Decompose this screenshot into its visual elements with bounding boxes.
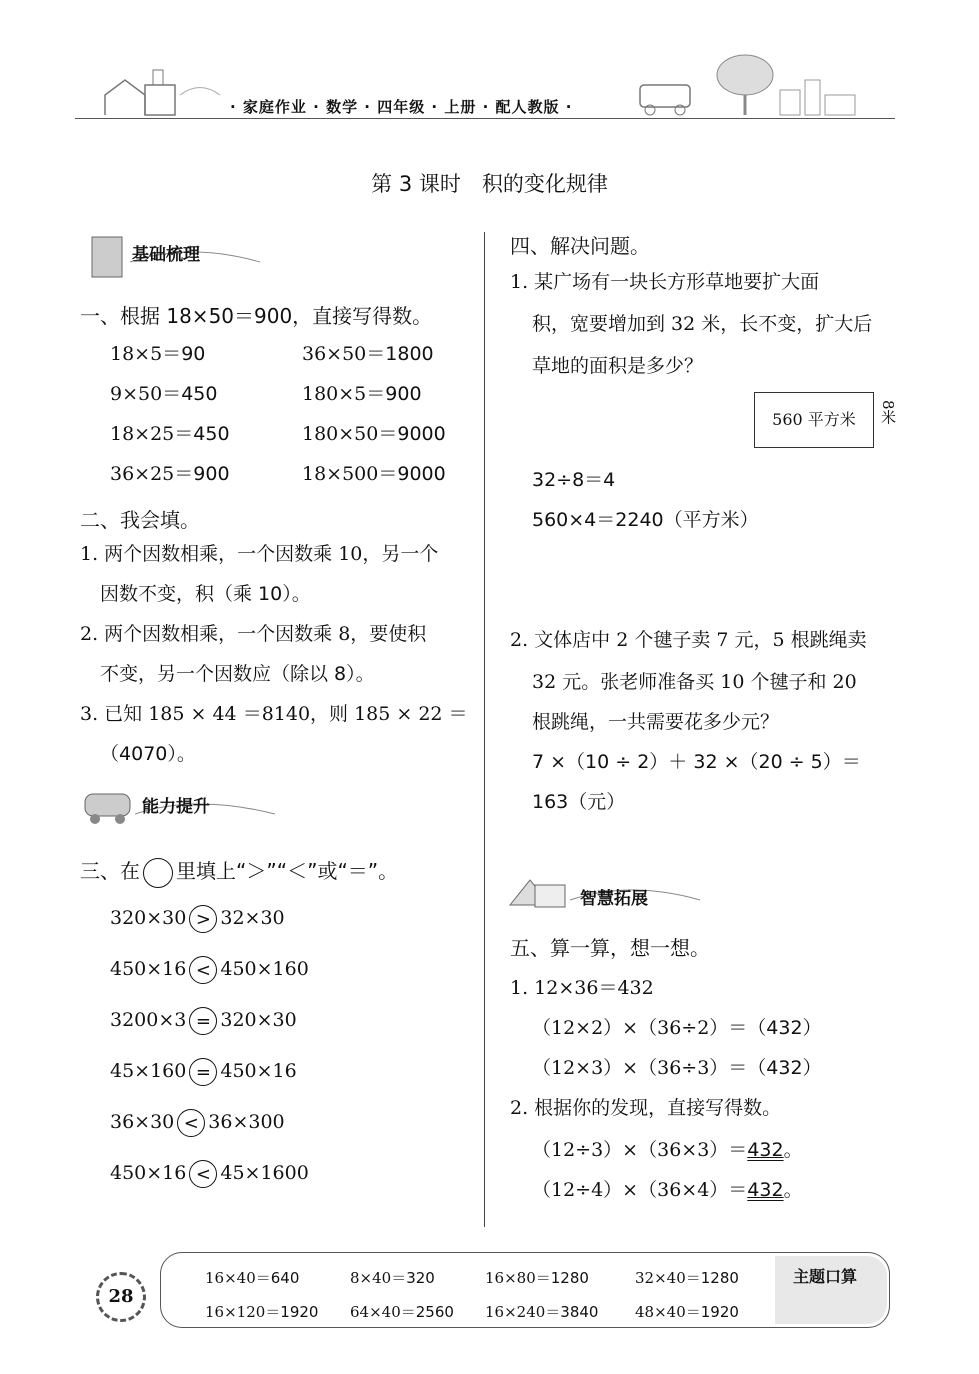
badge-ability-label: 能力提升 <box>142 797 210 817</box>
s1-item: 18×5＝90 <box>110 343 206 365</box>
compare-row: 45×160 = 450×16 <box>110 1058 297 1086</box>
s1-item: 36×50＝1800 <box>302 343 434 365</box>
car-tree-illustration <box>620 50 890 120</box>
compare-row: 320×30 > 32×30 <box>110 905 285 933</box>
s4-p2-line3: 根跳绳，一共需要花多少元？ <box>532 711 780 733</box>
lawn-rectangle: 560 平方米 <box>754 392 874 448</box>
header-text: · 家庭作业 · 数学 · 四年级 · 上册 · 配人教版 · <box>230 98 573 116</box>
empty-circle-icon <box>143 858 173 888</box>
compare-row: 450×16 < 450×160 <box>110 956 309 984</box>
s5-row2: （12×3）×（36÷3）＝（432） <box>532 1057 822 1079</box>
s4-p1-line1: 1. 某广场有一块长方形草地要扩大面 <box>510 271 820 293</box>
s5-q2: 2. 根据你的发现，直接写得数。 <box>510 1097 782 1119</box>
s5-heading: 五、算一算，想一想。 <box>510 936 710 960</box>
s5-q1: 1. 12×36＝432 <box>510 977 654 999</box>
oral-item: 8×40＝320 <box>350 1269 435 1287</box>
s2-q1-line2: 因数不变，积（乘 10）。 <box>100 583 311 605</box>
badge-basic-label: 基础梳理 <box>132 245 200 265</box>
badge-basic <box>90 232 270 272</box>
s1-item: 18×500＝9000 <box>302 463 446 485</box>
badge-wisdom-label: 智慧拓展 <box>580 889 648 909</box>
oral-item: 64×40＝2560 <box>350 1303 454 1321</box>
s4-p1-line3: 草地的面积是多少？ <box>532 355 704 377</box>
header-rule <box>75 118 895 119</box>
s4-p2-answer2: 163（元） <box>532 791 626 813</box>
s4-p1-answer1: 32÷8＝4 <box>532 469 616 491</box>
compare-row: 450×16 < 45×1600 <box>110 1160 309 1188</box>
s4-p2-line2: 32 元。张老师准备买 10 个毽子和 20 <box>532 671 857 693</box>
s1-item: 9×50＝450 <box>110 383 218 405</box>
compare-row: 3200×3 = 320×30 <box>110 1007 297 1035</box>
s5-row4: （12÷4）×（36×4）＝432。 <box>532 1179 803 1201</box>
oral-item: 32×40＝1280 <box>635 1269 739 1287</box>
s3-heading: 三、在 里填上“＞”“＜”或“＝”。 <box>80 855 398 888</box>
oral-item: 16×80＝1280 <box>485 1269 589 1287</box>
s2-heading: 二、我会填。 <box>80 508 200 532</box>
s1-item: 18×25＝450 <box>110 423 230 445</box>
page-title: 第 3 课时 积的变化规律 <box>371 172 608 196</box>
s1-item: 36×25＝900 <box>110 463 230 485</box>
s1-item: 180×50＝9000 <box>302 423 446 445</box>
badge-wisdom <box>505 870 705 910</box>
s4-p2-line1: 2. 文体店中 2 个毽子卖 7 元，5 根跳绳卖 <box>510 629 867 651</box>
s2-q2-line1: 2. 两个因数相乘，一个因数乘 8，要使积 <box>80 623 427 645</box>
house-illustration <box>95 65 225 120</box>
oral-item: 16×120＝1920 <box>205 1303 319 1321</box>
oral-item: 16×240＝3840 <box>485 1303 599 1321</box>
s4-heading: 四、解决问题。 <box>510 234 650 258</box>
oral-calc-tag: 主题口算 <box>775 1256 887 1324</box>
s2-q2-line2: 不变，另一个因数应（除以 8）。 <box>100 663 375 685</box>
oral-item: 16×40＝640 <box>205 1269 300 1287</box>
s1-heading: 一、根据 18×50＝900，直接写得数。 <box>80 304 433 328</box>
compare-row: 36×30 < 36×300 <box>110 1109 285 1137</box>
s2-q1-line1: 1. 两个因数相乘，一个因数乘 10，另一个 <box>80 543 439 565</box>
s2-q3-line2: （4070）。 <box>100 743 196 765</box>
s4-p2-answer1: 7 ×（10 ÷ 2）＋ 32 ×（20 ÷ 5）＝ <box>532 751 861 773</box>
s2-q3-line1: 3. 已知 185 × 44 ＝8140，则 185 × 22 ＝ <box>80 703 468 725</box>
s4-p1-answer2: 560×4＝2240（平方米） <box>532 509 759 531</box>
lawn-width-label: 8米 <box>879 400 897 425</box>
s4-p1-line2: 积，宽要增加到 32 米，长不变，扩大后 <box>532 313 873 335</box>
page-number: 28 <box>96 1272 146 1322</box>
oral-item: 48×40＝1920 <box>635 1303 739 1321</box>
s5-row3: （12÷3）×（36×3）＝432。 <box>532 1139 803 1161</box>
badge-ability <box>80 784 280 824</box>
s1-item: 180×5＝900 <box>302 383 422 405</box>
s5-row1: （12×2）×（36÷2）＝（432） <box>532 1017 822 1039</box>
column-divider <box>484 232 485 1227</box>
